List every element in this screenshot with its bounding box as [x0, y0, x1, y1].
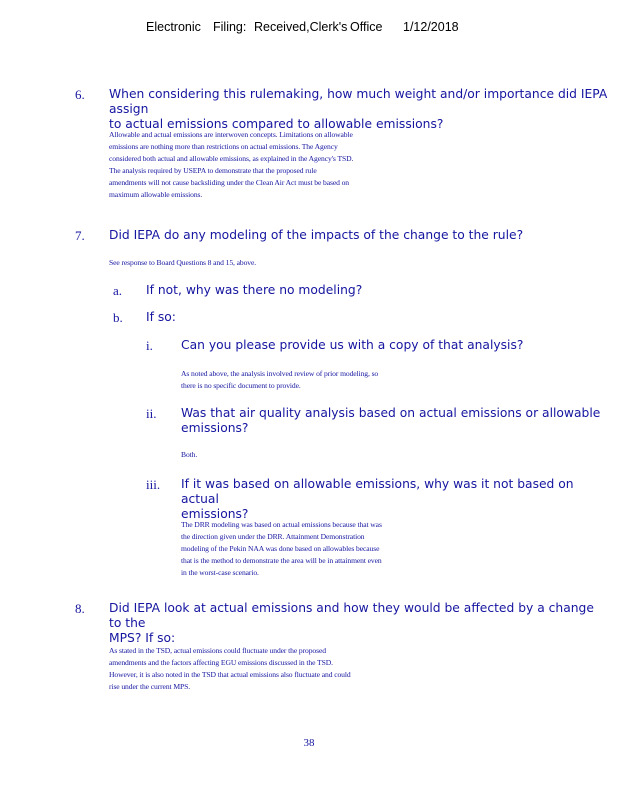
item-iii-line-2: emissions? — [181, 507, 249, 521]
header-electronic: Electronic — [146, 20, 201, 34]
answer-8 — [109, 645, 549, 693]
answer-6-line-2: emissions are nothing more than restrictions on actual emissions. The Agency — [109, 142, 338, 151]
item-a-label: a. — [113, 283, 123, 298]
question-7-number: 7. — [75, 228, 85, 243]
answer-8-line-3: However, it is also noted in the TSD that actual emissions also fluctuate and could — [109, 670, 351, 679]
question-6-line-1: When considering this rulemaking, how much weight and/or importance did IEPA assign — [109, 87, 608, 116]
question-8-line-2: MPS? If so: — [109, 631, 176, 645]
answer-6-line-5: amendments will not cause backsliding under the Clean Air Act must be based on — [109, 178, 349, 187]
item-iii-answer-line-4: that is the method to demonstrate the area will be in attainment even — [181, 556, 382, 565]
answer-8-line-1: As stated in the TSD, actual emissions could fluctuate under the proposed — [109, 646, 326, 655]
header-office: Office — [350, 20, 383, 34]
item-iii-answer — [181, 519, 581, 579]
answer-8-line-2: amendments and the factors affecting EGU emissions discussed in the TSD. — [109, 658, 333, 667]
filing-header — [0, 20, 618, 38]
item-ii-text — [181, 406, 601, 436]
item-ii-line-2: emissions? — [181, 421, 249, 435]
header-filing: Filing: — [213, 20, 247, 34]
item-iii-label: iii. — [146, 477, 161, 492]
item-a-text: If not, why was there no modeling? — [146, 283, 363, 297]
answer-6-line-6: maximum allowable emissions. — [109, 190, 203, 199]
item-i-answer-line-2: there is no specific document to provide. — [181, 381, 301, 390]
item-iii-answer-line-3: modeling of the Pekin NAA was done based on allowables because — [181, 544, 380, 553]
item-i-answer-line-1: As noted above, the analysis involved review of prior modeling, so — [181, 369, 379, 378]
item-iii-answer-line-2: the direction given under the DRR. Attainment Demonstration — [181, 532, 365, 541]
item-b-label: b. — [113, 310, 123, 325]
page-number: 38 — [303, 737, 315, 749]
answer-6-line-1: Allowable and actual emissions are interwoven concepts. Limitations on allowable — [109, 130, 353, 139]
item-ii-line-1: Was that air quality analysis based on actual emissions or allowable — [181, 406, 601, 420]
answer-6-line-3: considered both actual and allowable emissions, as explained in the Agency's TSD. — [109, 154, 354, 163]
item-ii-label: ii. — [146, 406, 157, 421]
answer-6 — [109, 129, 549, 201]
question-7: Did IEPA do any modeling of the impacts of the change to the rule? — [109, 228, 524, 242]
question-6-number: 6. — [75, 87, 85, 102]
item-i-text: Can you please provide us with a copy of that analysis? — [181, 338, 524, 352]
question-8-number: 8. — [75, 601, 85, 616]
header-date: 1/12/2018 — [403, 20, 459, 34]
answer-6-line-4: The analysis required by USEPA to demonstrate that the proposed rule — [109, 166, 317, 175]
question-6 — [109, 87, 609, 132]
item-iii-line-1: If it was based on allowable emissions, why was it not based on actual — [181, 477, 574, 506]
item-i-answer — [181, 368, 581, 392]
question-6-line-2: to actual emissions compared to allowable emissions? — [109, 117, 444, 131]
item-b-text: If so: — [146, 310, 176, 324]
item-i-label: i. — [146, 338, 153, 353]
item-ii-answer: Both. — [181, 450, 198, 459]
question-8 — [109, 601, 609, 646]
header-received: Received,Clerk's — [254, 20, 348, 34]
answer-8-line-4: rise under the current MPS. — [109, 682, 191, 691]
question-8-line-1: Did IEPA look at actual emissions and how they would be affected by a change to the — [109, 601, 594, 630]
item-iii-text — [181, 477, 601, 522]
item-iii-answer-line-1: The DRR modeling was based on actual emissions because that was — [181, 520, 382, 529]
item-iii-answer-line-5: in the worst-case scenario. — [181, 568, 259, 577]
answer-7: See response to Board Questions 8 and 15, above. — [109, 258, 257, 267]
